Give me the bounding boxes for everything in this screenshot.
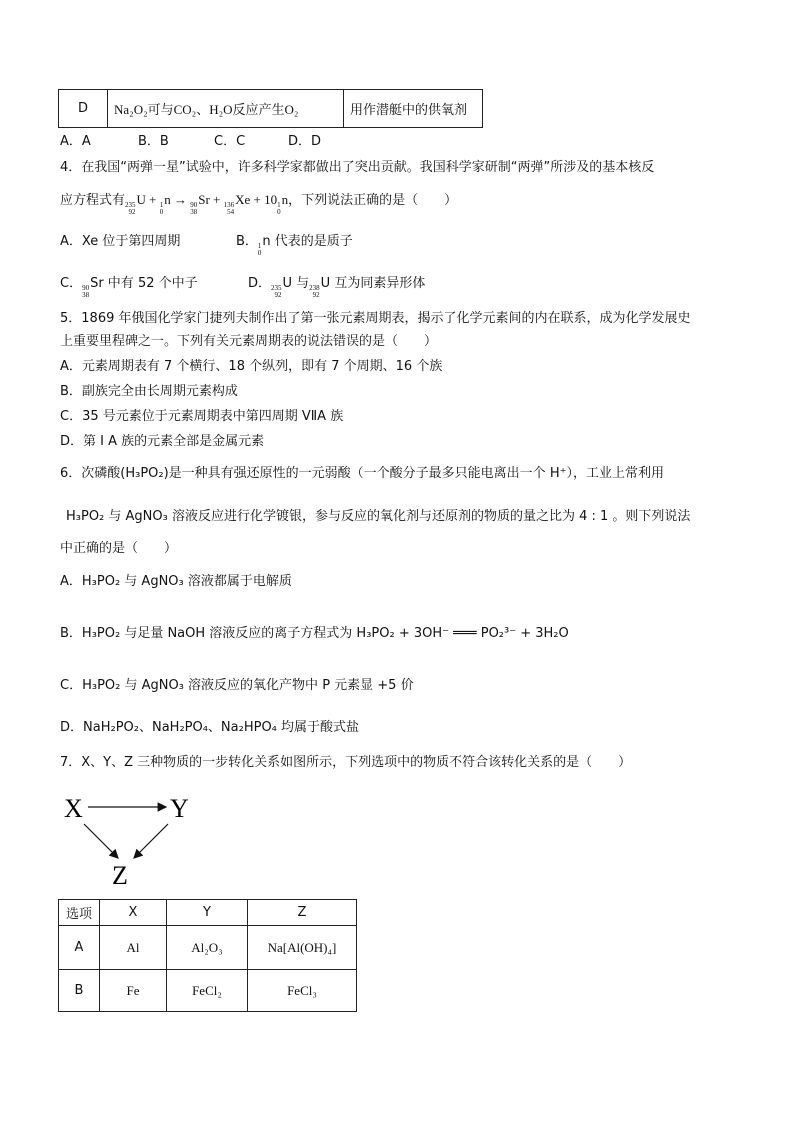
q4-suffix: ，下列说法正确的是（ ） xyxy=(288,193,458,208)
q4-option-d: D． 235 92 U 与 238 92 U 互为同素异形体 xyxy=(248,276,426,299)
q5-stem-line2: 上重要里程碑之一。下列有关元素周期表的说法错误的是（ ） xyxy=(60,334,438,349)
q6-option-c: C．H₃PO₂ 与 AgNO₃ 溶液反应的氧化产物中 P 元素显 +5 价 xyxy=(60,678,414,693)
q5-option-c: C．35 号元素位于元素周期表中第四周期 VⅡA 族 xyxy=(60,409,344,424)
q5-option-b: B．副族完全由长周期元素构成 xyxy=(60,384,238,399)
cell-y: Al₂O₃ xyxy=(167,926,248,970)
header-option: 选项 xyxy=(59,900,100,926)
cell-x: Fe xyxy=(100,970,167,1012)
q5-option-d: D．第 I A 族的元素全部是金属元素 xyxy=(60,434,265,449)
q7-options-table xyxy=(58,899,357,1012)
row-use: 用作潜艇中的供氧剂 xyxy=(344,90,483,128)
q6-option-d: D．NaH₂PO₂、NaH₂PO₄、Na₂HPO₄ 均属于酸式盐 xyxy=(60,720,360,735)
arrow-y-to-z xyxy=(134,824,168,858)
cell-option: A xyxy=(59,926,100,970)
cell-option: B xyxy=(59,970,100,1012)
q6-stem-line1: 6．次磷酸(H₃PO₂)是一种具有强还原性的一元弱酸（一个酸分子最多只能电离出一个 H⁺），工业上常利用 xyxy=(60,466,664,481)
q4-option-b: B． 1 0 n 代表的是质子 xyxy=(236,234,353,257)
node-y: Y xyxy=(170,794,189,823)
q6-option-a: A．H₃PO₂ 与 AgNO₃ 溶液都属于电解质 xyxy=(60,574,292,589)
q3-option-d: D．D xyxy=(288,134,322,149)
q4-option-c: C． 90 38 Sr 中有 52 个中子 xyxy=(60,276,198,299)
q7-stem: 7．X、Y、Z 三种物质的一步转化关系如图所示，下列选项中的物质不符合该转化关系的是（ ） xyxy=(60,755,632,770)
q5-stem-line1: 5．1869 年俄国化学家门捷列夫制作出了第一张元素周期表，揭示了化学元素间的内在联系，成为化学发展史 xyxy=(60,311,691,326)
cell-x: Al xyxy=(100,926,167,970)
q6-stem-line2: H₃PO₂ 与 AgNO₃ 溶液反应进行化学镀银，参与反应的氧化剂与还原剂的物质的量之比为 4 : 1 。则下列说法 xyxy=(66,509,691,524)
arrow-x-to-z xyxy=(84,824,118,858)
table-header-row xyxy=(59,900,357,926)
q3-option-a: A．A xyxy=(60,134,91,149)
q4-stem-line2 xyxy=(60,192,457,216)
cell-z: Na[Al(OH)₄] xyxy=(248,926,357,970)
q5-option-a: A．元素周期表有 7 个横行、18 个纵列，即有 7 个周期、16 个族 xyxy=(60,359,443,374)
q4-stem-line1: 4．在我国“两弹一星”试验中，许多科学家都做出了突出贡献。我国科学家研制“两弹”所涉及的基本核反 xyxy=(60,160,655,175)
header-z: Z xyxy=(248,900,357,926)
node-z: Z xyxy=(112,861,128,890)
cell-y: FeCl₂ xyxy=(167,970,248,1012)
conversion-diagram xyxy=(60,790,210,890)
row-fact: Na₂O₂可与CO₂、H₂O反应产生O₂ xyxy=(108,90,344,128)
answer-table-row-d xyxy=(58,89,483,128)
q4-prefix: 应方程式有 xyxy=(60,193,126,208)
table-row xyxy=(59,926,357,970)
q6-stem-line3: 中正确的是（ ） xyxy=(60,541,178,556)
table-row xyxy=(59,970,357,1012)
header-x: X xyxy=(100,900,167,926)
q6-option-b: B．H₃PO₂ 与足量 NaOH 溶液反应的离子方程式为 H₃PO₂ + 3OH⁻ ═══ PO₂³⁻ + 3H₂O xyxy=(60,626,569,641)
q4-option-a: A．Xe 位于第四周期 xyxy=(60,234,181,249)
node-x: X xyxy=(64,794,83,823)
cell-z: FeCl₃ xyxy=(248,970,357,1012)
q3-option-b: B．B xyxy=(138,134,169,149)
q3-option-c: C．C xyxy=(214,134,246,149)
nuclear-equation: 235 92 U + 1 0 n → 90 38 Sr + 136 54 Xe + 10 1 0 n xyxy=(125,192,289,216)
header-y: Y xyxy=(167,900,248,926)
row-label: D xyxy=(59,90,108,128)
